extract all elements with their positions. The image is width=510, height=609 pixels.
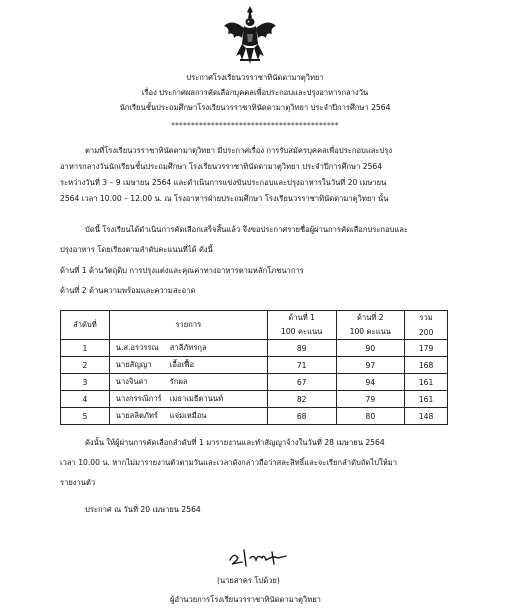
criteria-1: ด้านที่ 1 ด้านวัตถุดิบ การปรุงแต่งและคุณค่าทางอาหารตามหลักโภชนาการ	[60, 266, 304, 275]
signature-mark	[228, 546, 290, 568]
cell-last-name: รักผล	[169, 377, 188, 386]
cell-score-2: 80	[336, 408, 405, 425]
cell-rank: 1	[61, 340, 110, 357]
cell-last-name: เอื้อเฟื้อ	[169, 360, 195, 369]
cell-score-1: 68	[267, 408, 336, 425]
paragraph-2-line-1: บัดนี้ โรงเรียนได้ดำเนินการคัดเลือกเสร็จสิ้นแล้ว จึงขอประกาศรายชื่อผู้ผ่านการคัดเลือกประกอบและ	[85, 225, 409, 234]
header-total: รวม	[405, 311, 448, 326]
table-row	[61, 408, 448, 425]
cell-score-2: 97	[336, 357, 405, 374]
header-side2: ด้านที่ 2	[336, 311, 405, 326]
cell-last-name: สาลีภัทรกุล	[169, 343, 207, 352]
table-header-row	[61, 311, 448, 326]
header-name: รายการ	[109, 311, 267, 340]
cell-total: 161	[405, 374, 448, 391]
separator-stars: ******************************************	[171, 121, 339, 130]
cell-name	[109, 374, 267, 391]
results-table	[60, 310, 448, 425]
cell-rank: 5	[61, 408, 110, 425]
cell-first-name: นางกรรณิการ์	[115, 394, 162, 403]
cell-score-2: 94	[336, 374, 405, 391]
cell-total: 179	[405, 340, 448, 357]
cell-name	[109, 391, 267, 408]
signer-name: (นายสาคร โปด้วย)	[217, 576, 280, 585]
cell-score-2: 90	[336, 340, 405, 357]
header-side1-max: 100 คะแนน	[267, 325, 336, 340]
cell-score-1: 89	[267, 340, 336, 357]
paragraph-1-line-4: 2564 เวลา 10.00 – 12.00 น. ณ โรงอาหารฝ่ายประถมศึกษา โรงเรียนวรราชาทินัดดามาตุวิทยา นั้น	[60, 194, 389, 203]
paragraph-3-line-3: รายงานตัว	[60, 478, 96, 487]
announcement-line-1: ประกาศโรงเรียนวรราชาทินัดดามาตุวิทยา	[186, 73, 324, 82]
cell-first-name: นายลลิตภัทร์	[115, 411, 159, 420]
garuda-emblem-icon	[222, 4, 278, 66]
announce-date: ประกาศ ณ วันที่ 20 เมษายน 2564	[85, 505, 201, 514]
criteria-2: ด้านที่ 2 ด้านความพร้อมและความสะอาด	[60, 286, 196, 295]
cell-first-name: นางจินดา	[115, 377, 148, 386]
paragraph-3-line-2: เวลา 10.00 น. หากไม่มารายงานตัวตามวันและเวลาดังกล่าวถือว่าสละสิทธิ์และจะเรียกลำดับถัดไปให้มา	[60, 458, 397, 467]
cell-last-name: แจ่มเหมือน	[169, 411, 207, 420]
cell-name	[109, 340, 267, 357]
table-row	[61, 357, 448, 374]
cell-total: 148	[405, 408, 448, 425]
paragraph-2-line-2: ปรุงอาหาร โดยเรียงตามลำดับคะแนนที่ได้ ดังนี้	[60, 245, 213, 254]
announcement-line-3: นักเรียนชั้นประถมศึกษาโรงเรียนวรราชาทินัดดามาตุวิทยา ประจำปีการศึกษา 2564	[119, 103, 391, 112]
announcement-subject: เรื่อง ประกาศผลการคัดเลือกบุคคลเพื่อประกอบและปรุงอาหารกลางวัน	[141, 88, 369, 97]
cell-rank: 4	[61, 391, 110, 408]
header-rank: ลำดับที่	[61, 311, 110, 340]
cell-score-2: 79	[336, 391, 405, 408]
table-row	[61, 340, 448, 357]
cell-total: 168	[405, 357, 448, 374]
cell-name	[109, 357, 267, 374]
cell-first-name: น.ส.อรวรรณ	[115, 343, 159, 352]
header-side2-max: 100 คะแนน	[336, 325, 405, 340]
paragraph-1-line-1: ตามที่โรงเรียนวรราชาทินัดดามาตุวิทยา มีประกาศเรื่อง การรับสมัครบุคคลเพื่อประกอบและปรุง	[85, 146, 393, 155]
cell-rank: 3	[61, 374, 110, 391]
header-total-max: 200	[405, 325, 448, 340]
cell-rank: 2	[61, 357, 110, 374]
cell-score-1: 71	[267, 357, 336, 374]
header-side1: ด้านที่ 1	[267, 311, 336, 326]
cell-score-1: 67	[267, 374, 336, 391]
cell-score-1: 82	[267, 391, 336, 408]
table-row	[61, 374, 448, 391]
paragraph-1-line-3: ระหว่างวันที่ 3 – 9 เมษายน 2564 และดำเนินการแข่งขันประกอบและปรุงอาหารในวันที่ 20 เมษายน	[60, 178, 387, 187]
cell-last-name: เมธาเมธีตานนท์	[169, 394, 224, 403]
paragraph-3-line-1: ดังนั้น ให้ผู้ผ่านการคัดเลือกลำดับที่ 1 มารายงานและทำสัญญาจ้างในวันที่ 28 เมษายน 2564	[85, 438, 385, 447]
paragraph-1-line-2: อาหารกลางวันนักเรียนชั้นประถมศึกษา โรงเรียนวรราชาทินัดดามาตุวิทยา ประจำปีการศึกษา 2564	[60, 162, 383, 171]
cell-first-name: นายสัญญา	[115, 360, 152, 369]
cell-name	[109, 408, 267, 425]
cell-total: 161	[405, 391, 448, 408]
table-row	[61, 391, 448, 408]
signer-title: ผู้อำนวยการโรงเรียนวรราชาทินัดดามาตุวิทยา	[170, 595, 321, 604]
